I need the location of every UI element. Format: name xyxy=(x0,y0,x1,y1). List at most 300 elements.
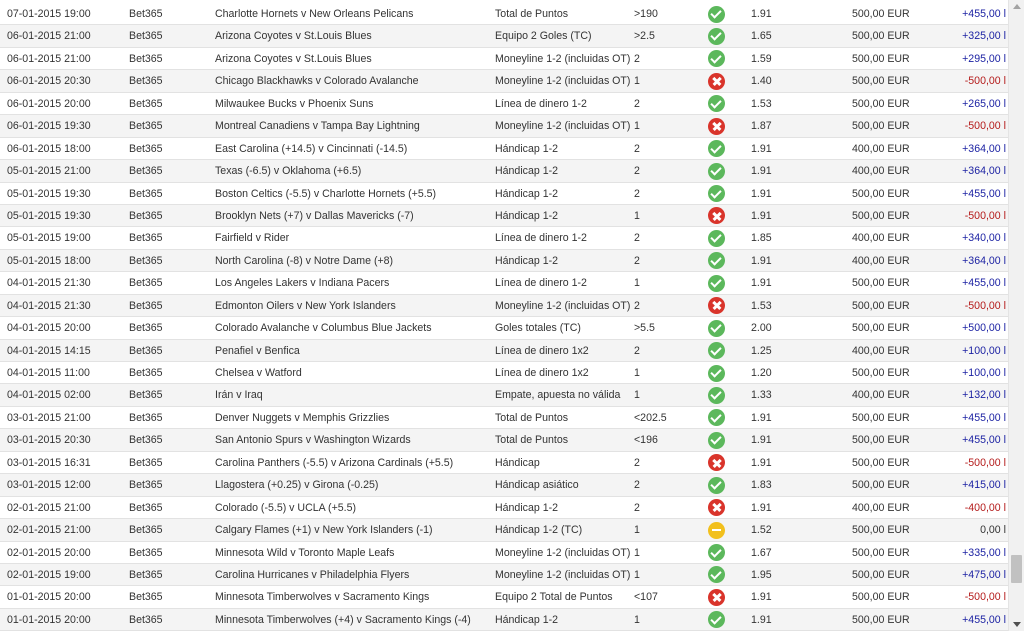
selection: 2 xyxy=(634,299,640,312)
odds: 1.59 xyxy=(751,52,772,65)
profit: +132,00 l xyxy=(962,389,1006,402)
stake: 500,00 EUR xyxy=(852,277,910,290)
event-name: Colorado Avalanche v Columbus Blue Jackets xyxy=(215,322,432,335)
market: Hándicap 1-2 xyxy=(495,142,559,155)
bet-date: 04-01-2015 21:30 xyxy=(7,277,91,290)
status-cell xyxy=(708,519,728,541)
odds: 1.67 xyxy=(751,546,772,559)
check-circle-icon xyxy=(708,275,725,292)
market: Total de Puntos xyxy=(495,434,569,447)
bet-date: 05-01-2015 19:00 xyxy=(7,232,91,245)
selection: 2 xyxy=(634,187,640,200)
event-name: Denver Nuggets v Memphis Grizzlies xyxy=(215,411,390,424)
table-row[interactable] xyxy=(0,250,1008,272)
odds: 1.20 xyxy=(751,367,772,379)
odds: 1.91 xyxy=(751,411,772,424)
event-name: Arizona Coyotes v St.Louis Blues xyxy=(215,52,372,65)
market: Hándicap 1-2 xyxy=(495,165,559,178)
event-name: Carolina Hurricanes v Philadelphia Flyers xyxy=(215,568,410,581)
selection: 1 xyxy=(634,524,640,537)
bet-date: 05-01-2015 21:00 xyxy=(7,165,91,178)
table-row[interactable] xyxy=(0,272,1008,294)
market: Empate, apuesta no válida xyxy=(495,389,621,402)
bet-date: 05-01-2015 18:00 xyxy=(7,254,91,267)
bookmaker: Bet365 xyxy=(129,187,163,200)
status-cell xyxy=(708,586,728,608)
odds: 1.91 xyxy=(751,187,772,200)
bet-date: 06-01-2015 19:30 xyxy=(7,120,91,133)
status-cell xyxy=(708,138,728,160)
event-name: Llagostera (+0.25) v Girona (-0.25) xyxy=(215,479,379,492)
stake: 500,00 EUR xyxy=(852,52,910,65)
check-circle-icon xyxy=(708,566,725,583)
market: Goles totales (TC) xyxy=(495,322,581,335)
stake: 400,00 EUR xyxy=(852,389,910,402)
table-row[interactable] xyxy=(0,542,1008,564)
status-cell xyxy=(708,183,728,205)
stake: 400,00 EUR xyxy=(852,501,910,514)
selection: >2.5 xyxy=(634,30,655,43)
selection: >5.5 xyxy=(634,322,655,335)
check-circle-icon xyxy=(708,365,725,382)
odds: 1.91 xyxy=(751,8,772,20)
check-circle-icon xyxy=(708,50,725,67)
check-circle-icon xyxy=(708,342,725,359)
market: Moneyline 1-2 (incluidas OT) xyxy=(495,546,631,559)
odds: 1.25 xyxy=(751,344,772,357)
bookmaker: Bet365 xyxy=(129,546,163,559)
status-cell xyxy=(708,48,728,70)
event-name: Arizona Coyotes v St.Louis Blues xyxy=(215,30,372,43)
cross-circle-icon xyxy=(708,589,725,606)
selection: 2 xyxy=(634,344,640,357)
bet-date: 06-01-2015 18:00 xyxy=(7,142,91,155)
stake: 400,00 EUR xyxy=(852,254,910,267)
bookmaker: Bet365 xyxy=(129,501,163,514)
profit: +455,00 l xyxy=(962,613,1006,626)
table-row[interactable] xyxy=(0,70,1008,92)
odds: 1.91 xyxy=(751,591,772,604)
bookmaker: Bet365 xyxy=(129,613,163,626)
market: Hándicap 1-2 xyxy=(495,209,559,222)
status-cell xyxy=(708,340,728,362)
status-cell xyxy=(708,474,728,496)
table-row[interactable] xyxy=(0,384,1008,406)
table-row[interactable] xyxy=(0,497,1008,519)
check-circle-icon xyxy=(708,185,725,202)
market: Moneyline 1-2 (incluidas OT) xyxy=(495,299,631,312)
profit: -500,00 l xyxy=(964,75,1006,88)
stake: 500,00 EUR xyxy=(852,187,910,200)
table-row[interactable] xyxy=(0,48,1008,70)
profit: +415,00 l xyxy=(962,479,1006,492)
event-name: East Carolina (+14.5) v Cincinnati (-14.5) xyxy=(215,142,408,155)
bet-date: 02-01-2015 20:00 xyxy=(7,546,91,559)
selection: 2 xyxy=(634,97,640,110)
status-cell xyxy=(708,407,728,429)
profit: +455,00 l xyxy=(962,411,1006,424)
bet-date: 03-01-2015 12:00 xyxy=(7,479,91,492)
event-name: Texas (-6.5) v Oklahoma (+6.5) xyxy=(215,165,362,178)
odds: 1.91 xyxy=(751,277,772,290)
status-cell xyxy=(708,70,728,92)
bet-date: 05-01-2015 19:30 xyxy=(7,187,91,200)
cross-circle-icon xyxy=(708,118,725,135)
market: Línea de dinero 1x2 xyxy=(495,367,589,379)
table-row[interactable] xyxy=(0,295,1008,317)
table-row[interactable] xyxy=(0,586,1008,608)
stake: 500,00 EUR xyxy=(852,524,910,537)
bet-date: 03-01-2015 21:00 xyxy=(7,411,91,424)
market: Hándicap asiático xyxy=(495,479,579,492)
odds: 1.53 xyxy=(751,299,772,312)
profit: +265,00 l xyxy=(962,97,1006,110)
status-cell xyxy=(708,542,728,564)
event-name: Charlotte Hornets v New Orleans Pelicans xyxy=(215,8,414,20)
profit: +100,00 l xyxy=(962,367,1006,379)
odds: 1.91 xyxy=(751,456,772,469)
bet-date: 07-01-2015 19:00 xyxy=(7,8,91,20)
table-row[interactable] xyxy=(0,93,1008,115)
profit: +364,00 l xyxy=(962,254,1006,267)
scroll-down-arrow-icon[interactable] xyxy=(1013,622,1021,627)
bet-date: 04-01-2015 21:30 xyxy=(7,299,91,312)
bookmaker: Bet365 xyxy=(129,456,163,469)
profit: -500,00 l xyxy=(964,591,1006,604)
market: Hándicap 1-2 (TC) xyxy=(495,524,583,537)
bet-date: 06-01-2015 21:00 xyxy=(7,30,91,43)
selection: 2 xyxy=(634,232,640,245)
status-cell xyxy=(708,272,728,294)
table-row[interactable] xyxy=(0,227,1008,249)
status-cell xyxy=(708,317,728,339)
stake: 500,00 EUR xyxy=(852,75,910,88)
profit: -500,00 l xyxy=(964,299,1006,312)
status-cell xyxy=(708,429,728,451)
event-name: Montreal Canadiens v Tampa Bay Lightning xyxy=(215,120,420,133)
stake: 500,00 EUR xyxy=(852,30,910,43)
odds: 1.95 xyxy=(751,568,772,581)
event-name: North Carolina (-8) v Notre Dame (+8) xyxy=(215,254,394,267)
status-cell xyxy=(708,160,728,182)
stake: 500,00 EUR xyxy=(852,546,910,559)
table-row[interactable] xyxy=(0,564,1008,586)
check-circle-icon xyxy=(708,477,725,494)
odds: 1.91 xyxy=(751,165,772,178)
bet-date: 02-01-2015 21:00 xyxy=(7,524,91,537)
bet-date: 04-01-2015 02:00 xyxy=(7,389,91,402)
profit: +455,00 l xyxy=(962,277,1006,290)
stake: 500,00 EUR xyxy=(852,97,910,110)
bookmaker: Bet365 xyxy=(129,277,163,290)
check-circle-icon xyxy=(708,409,725,426)
event-name: Minnesota Timberwolves v Sacramento Kings xyxy=(215,591,430,604)
table-row[interactable] xyxy=(0,474,1008,496)
table-row[interactable] xyxy=(0,3,1008,25)
check-circle-icon xyxy=(708,387,725,404)
bookmaker: Bet365 xyxy=(129,299,163,312)
cross-circle-icon xyxy=(708,454,725,471)
bet-date: 04-01-2015 14:15 xyxy=(7,344,91,357)
odds: 1.53 xyxy=(751,97,772,110)
stake: 500,00 EUR xyxy=(852,367,910,379)
check-circle-icon xyxy=(708,230,725,247)
selection: 1 xyxy=(634,546,640,559)
selection: 1 xyxy=(634,568,640,581)
bookmaker: Bet365 xyxy=(129,591,163,604)
cross-circle-icon xyxy=(708,297,725,314)
stake: 500,00 EUR xyxy=(852,456,910,469)
market: Hándicap 1-2 xyxy=(495,254,559,267)
selection: 2 xyxy=(634,52,640,65)
profit: +335,00 l xyxy=(962,546,1006,559)
profit: +455,00 l xyxy=(962,8,1006,20)
bet-date: 04-01-2015 20:00 xyxy=(7,322,91,335)
status-cell xyxy=(708,295,728,317)
bookmaker: Bet365 xyxy=(129,479,163,492)
market: Línea de dinero 1-2 xyxy=(495,232,587,245)
bookmaker: Bet365 xyxy=(129,75,163,88)
bookmaker: Bet365 xyxy=(129,254,163,267)
bookmaker: Bet365 xyxy=(129,52,163,65)
bookmaker: Bet365 xyxy=(129,142,163,155)
status-cell xyxy=(708,609,728,631)
market: Hándicap 1-2 xyxy=(495,613,559,626)
selection: 1 xyxy=(634,209,640,222)
stake: 500,00 EUR xyxy=(852,479,910,492)
bet-date: 02-01-2015 19:00 xyxy=(7,568,91,581)
stake: 500,00 EUR xyxy=(852,591,910,604)
stake: 500,00 EUR xyxy=(852,8,910,20)
table-row[interactable] xyxy=(0,519,1008,541)
check-circle-icon xyxy=(708,432,725,449)
bookmaker: Bet365 xyxy=(129,411,163,424)
selection: <107 xyxy=(634,591,658,604)
table-row[interactable] xyxy=(0,138,1008,160)
check-circle-icon xyxy=(708,6,725,23)
profit: +340,00 l xyxy=(962,232,1006,245)
profit: -500,00 l xyxy=(964,120,1006,133)
bookmaker: Bet365 xyxy=(129,389,163,402)
bookmaker: Bet365 xyxy=(129,322,163,335)
odds: 1.33 xyxy=(751,389,772,402)
bet-date: 02-01-2015 21:00 xyxy=(7,501,91,514)
check-circle-icon xyxy=(708,163,725,180)
cross-circle-icon xyxy=(708,499,725,516)
selection: 2 xyxy=(634,501,640,514)
table-row[interactable] xyxy=(0,407,1008,429)
odds: 1.91 xyxy=(751,434,772,447)
bookmaker: Bet365 xyxy=(129,30,163,43)
table-row[interactable] xyxy=(0,183,1008,205)
odds: 1.91 xyxy=(751,501,772,514)
selection: 2 xyxy=(634,165,640,178)
status-cell xyxy=(708,3,728,25)
odds: 1.91 xyxy=(751,613,772,626)
odds: 1.85 xyxy=(751,232,772,245)
status-cell xyxy=(708,452,728,474)
selection: 1 xyxy=(634,120,640,133)
table-row[interactable] xyxy=(0,160,1008,182)
table-row[interactable] xyxy=(0,340,1008,362)
profit: -400,00 l xyxy=(964,501,1006,514)
odds: 1.91 xyxy=(751,209,772,222)
check-circle-icon xyxy=(708,95,725,112)
odds: 1.83 xyxy=(751,479,772,492)
bookmaker: Bet365 xyxy=(129,209,163,222)
market: Equipo 2 Total de Puntos xyxy=(495,591,613,604)
profit: +295,00 l xyxy=(962,52,1006,65)
cross-circle-icon xyxy=(708,207,725,224)
odds: 1.52 xyxy=(751,524,772,537)
stake: 500,00 EUR xyxy=(852,434,910,447)
profit: -500,00 l xyxy=(964,456,1006,469)
stake: 400,00 EUR xyxy=(852,165,910,178)
bet-date: 06-01-2015 21:00 xyxy=(7,52,91,65)
profit: +100,00 l xyxy=(962,344,1006,357)
bet-date: 04-01-2015 11:00 xyxy=(7,367,90,379)
event-name: Chicago Blackhawks v Colorado Avalanche xyxy=(215,75,419,88)
check-circle-icon xyxy=(708,320,725,337)
odds: 1.87 xyxy=(751,120,772,133)
status-cell xyxy=(708,384,728,406)
bookmaker: Bet365 xyxy=(129,120,163,133)
stake: 500,00 EUR xyxy=(852,299,910,312)
status-cell xyxy=(708,362,728,384)
stake: 400,00 EUR xyxy=(852,344,910,357)
bet-date: 03-01-2015 16:31 xyxy=(7,456,91,469)
profit: 0,00 l xyxy=(980,524,1006,537)
profit: -500,00 l xyxy=(964,209,1006,222)
profit: +364,00 l xyxy=(962,165,1006,178)
status-cell xyxy=(708,497,728,519)
bookmaker: Bet365 xyxy=(129,344,163,357)
minus-circle-icon xyxy=(708,522,725,539)
check-circle-icon xyxy=(708,28,725,45)
bets-table xyxy=(0,3,1008,631)
bookmaker: Bet365 xyxy=(129,97,163,110)
check-circle-icon xyxy=(708,544,725,561)
bet-date: 01-01-2015 20:00 xyxy=(7,613,91,626)
event-name: Brooklyn Nets (+7) v Dallas Mavericks (-7) xyxy=(215,209,414,222)
event-name: Milwaukee Bucks v Phoenix Suns xyxy=(215,97,374,110)
profit: +500,00 l xyxy=(962,322,1006,335)
vertical-scrollbar[interactable] xyxy=(1008,0,1024,631)
market: Línea de dinero 1-2 xyxy=(495,97,587,110)
bookmaker: Bet365 xyxy=(129,434,163,447)
table-row[interactable] xyxy=(0,362,1008,384)
odds: 2.00 xyxy=(751,322,772,335)
event-name: Chelsea v Watford xyxy=(215,367,302,379)
odds: 1.91 xyxy=(751,142,772,155)
status-cell xyxy=(708,227,728,249)
stake: 500,00 EUR xyxy=(852,568,910,581)
event-name: Edmonton Oilers v New York Islanders xyxy=(215,299,396,312)
bookmaker: Bet365 xyxy=(129,165,163,178)
selection: 1 xyxy=(634,389,640,402)
bookmaker: Bet365 xyxy=(129,8,163,20)
selection: 2 xyxy=(634,254,640,267)
status-cell xyxy=(708,205,728,227)
stake: 500,00 EUR xyxy=(852,209,910,222)
market: Hándicap 1-2 xyxy=(495,501,559,514)
selection: <196 xyxy=(634,434,658,447)
bet-date: 01-01-2015 20:00 xyxy=(7,591,91,604)
bet-date: 05-01-2015 19:30 xyxy=(7,209,91,222)
event-name: Carolina Panthers (-5.5) v Arizona Cardinals (+5.5) xyxy=(215,456,454,469)
status-cell xyxy=(708,25,728,47)
check-circle-icon xyxy=(708,140,725,157)
scrollbar-thumb[interactable] xyxy=(1011,555,1022,583)
bookmaker: Bet365 xyxy=(129,568,163,581)
market: Moneyline 1-2 (incluidas OT) xyxy=(495,120,631,133)
profit: +325,00 l xyxy=(962,30,1006,43)
table-row[interactable] xyxy=(0,452,1008,474)
table-row[interactable] xyxy=(0,115,1008,137)
table-row[interactable] xyxy=(0,429,1008,451)
selection: <202.5 xyxy=(634,411,667,424)
market: Hándicap 1-2 xyxy=(495,187,559,200)
market: Total de Puntos xyxy=(495,8,569,20)
table-row[interactable] xyxy=(0,205,1008,227)
event-name: Minnesota Timberwolves (+4) v Sacramento Kings (-4) xyxy=(215,613,471,626)
cross-circle-icon xyxy=(708,73,725,90)
table-row[interactable] xyxy=(0,317,1008,339)
stake: 500,00 EUR xyxy=(852,322,910,335)
market: Moneyline 1-2 (incluidas OT) xyxy=(495,52,631,65)
stake: 400,00 EUR xyxy=(852,232,910,245)
status-cell xyxy=(708,250,728,272)
status-cell xyxy=(708,115,728,137)
bookmaker: Bet365 xyxy=(129,367,163,379)
selection: 1 xyxy=(634,367,640,379)
table-row[interactable] xyxy=(0,25,1008,47)
stake: 400,00 EUR xyxy=(852,142,910,155)
selection: 2 xyxy=(634,479,640,492)
stake: 500,00 EUR xyxy=(852,120,910,133)
status-cell xyxy=(708,564,728,586)
stake: 500,00 EUR xyxy=(852,613,910,626)
market: Total de Puntos xyxy=(495,411,569,424)
bookmaker: Bet365 xyxy=(129,524,163,537)
market: Hándicap xyxy=(495,456,540,469)
selection: 1 xyxy=(634,75,640,88)
event-name: Los Angeles Lakers v Indiana Pacers xyxy=(215,277,390,290)
market: Línea de dinero 1-2 xyxy=(495,277,587,290)
check-circle-icon xyxy=(708,611,725,628)
odds: 1.91 xyxy=(751,254,772,267)
selection: 1 xyxy=(634,613,640,626)
table-row[interactable] xyxy=(0,609,1008,631)
market: Línea de dinero 1x2 xyxy=(495,344,589,357)
event-name: Irán v Iraq xyxy=(215,389,263,402)
selection: >190 xyxy=(634,8,658,20)
bet-date: 06-01-2015 20:30 xyxy=(7,75,91,88)
market: Moneyline 1-2 (incluidas OT) xyxy=(495,75,631,88)
odds: 1.40 xyxy=(751,75,772,88)
market: Moneyline 1-2 (incluidas OT) xyxy=(495,568,631,581)
profit: +455,00 l xyxy=(962,187,1006,200)
scroll-up-arrow-icon[interactable] xyxy=(1013,4,1021,9)
event-name: Calgary Flames (+1) v New York Islanders (-1) xyxy=(215,524,433,537)
bet-date: 03-01-2015 20:30 xyxy=(7,434,91,447)
event-name: Boston Celtics (-5.5) v Charlotte Hornets (+5.5) xyxy=(215,187,437,200)
event-name: Penafiel v Benfica xyxy=(215,344,300,357)
selection: 2 xyxy=(634,142,640,155)
event-name: Colorado (-5.5) v UCLA (+5.5) xyxy=(215,501,357,514)
check-circle-icon xyxy=(708,252,725,269)
selection: 1 xyxy=(634,277,640,290)
